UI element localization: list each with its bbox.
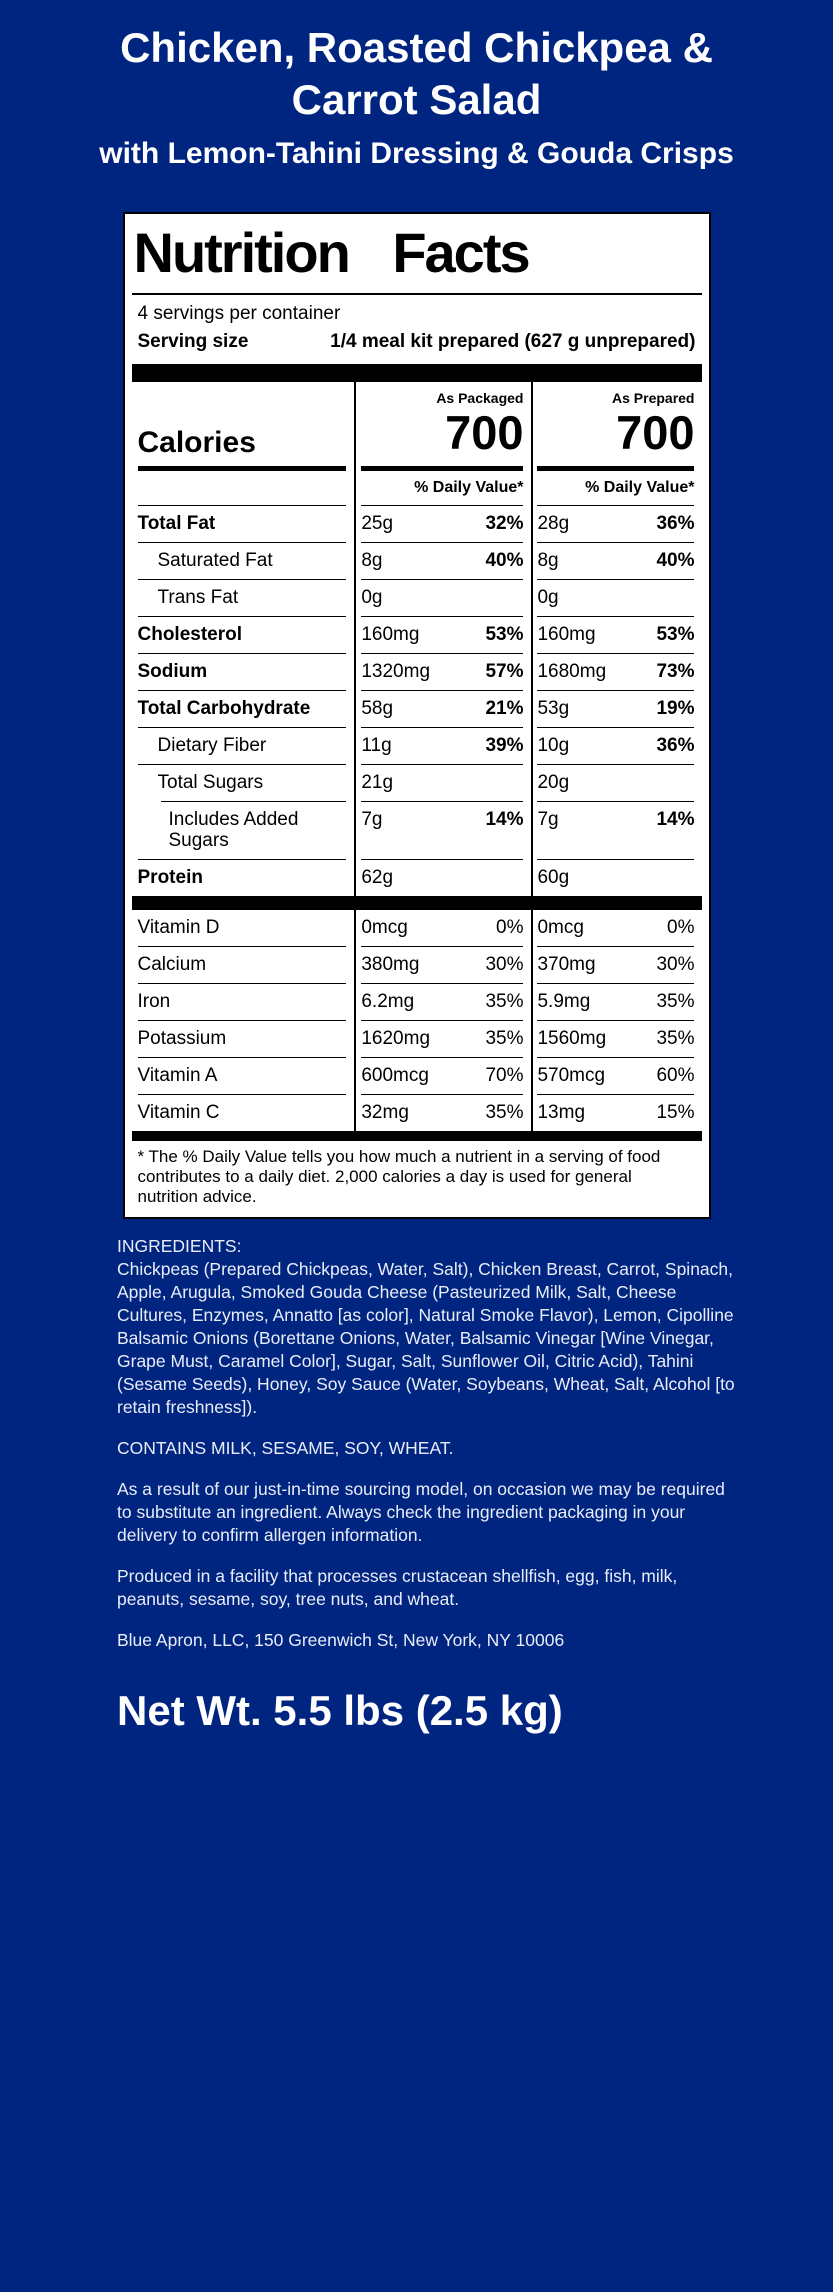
nutrient-name: Saturated Fat <box>157 549 273 571</box>
calories-value-as-prepared: 700 <box>616 405 695 459</box>
amount-prepared: 570mcg <box>537 1064 606 1086</box>
daily-value-prepared: 14% <box>656 808 695 830</box>
ingredients-block <box>117 1235 735 1419</box>
daily-value-packaged: 70% <box>485 1064 524 1086</box>
daily-value-packaged: 53% <box>485 623 524 645</box>
daily-value-prepared: 15% <box>656 1101 695 1123</box>
amount-packaged: 600mcg <box>361 1064 429 1086</box>
amount-packaged: 58g <box>361 697 394 719</box>
manufacturer-address: Blue Apron, LLC, 150 Greenwich St, New York, NY 10006 <box>117 1629 565 1650</box>
amount-prepared: 1680mg <box>537 660 607 682</box>
nutrient-row <box>132 653 702 690</box>
amount-packaged: 0g <box>361 586 383 608</box>
daily-value-prepared: 36% <box>656 734 695 756</box>
contains-statement: CONTAINS MILK, SESAME, SOY, WHEAT. <box>117 1437 454 1458</box>
daily-value-header-as-packaged: % Daily Value* <box>361 466 523 505</box>
amount-prepared: 10g <box>537 734 570 756</box>
calories-row <box>132 406 702 466</box>
daily-value-prepared: 30% <box>656 953 695 975</box>
meal-title-line2: Carrot Salad <box>291 76 542 123</box>
amount-prepared: 8g <box>537 549 559 571</box>
nutrient-row <box>132 505 702 542</box>
amount-packaged: 32mg <box>361 1101 409 1123</box>
nutrient-name: Trans Fat <box>157 586 239 608</box>
amount-packaged: 1620mg <box>361 1027 431 1049</box>
nutrient-name: Total Sugars <box>157 771 264 793</box>
serving-size-value: 1/4 meal kit prepared (627 g unprepared) <box>330 330 696 352</box>
nutrient-row <box>132 542 702 579</box>
column-headers-row <box>132 382 702 406</box>
column-header-as-prepared: As Prepared <box>612 389 695 406</box>
amount-packaged: 6.2mg <box>361 990 415 1012</box>
amount-packaged: 62g <box>361 866 394 888</box>
amount-packaged: 21g <box>361 771 394 793</box>
amount-packaged: 0mcg <box>361 916 408 938</box>
daily-value-packaged: 14% <box>485 808 524 830</box>
daily-value-prepared: 19% <box>656 697 695 719</box>
vitamin-row <box>132 1020 702 1057</box>
nutrient-name: Protein <box>137 866 203 888</box>
daily-value-packaged: 0% <box>496 916 524 938</box>
vitamin-row <box>132 910 702 946</box>
nutrient-rows <box>132 505 702 896</box>
meal-subtitle: with Lemon-Tahini Dressing & Gouda Crisps <box>99 137 734 170</box>
calories-label: Calories <box>137 425 256 459</box>
nutrient-row <box>132 764 702 801</box>
nutrient-name: Total Carbohydrate <box>137 697 311 719</box>
daily-value-header-spacer <box>138 466 347 505</box>
nutrient-row <box>132 727 702 764</box>
substitution-note: As a result of our just-in-time sourcing model, on occasion we may be required to substitute an ingredient. Always check the ingredient packaging in your delivery to confirm allergen information. <box>117 1478 725 1545</box>
vitamin-name: Calcium <box>137 953 207 975</box>
nutrition-facts-title: Nutrition Facts <box>133 221 529 284</box>
nutrient-row <box>132 690 702 727</box>
nutrient-row <box>132 859 702 896</box>
daily-value-packaged: 35% <box>485 1027 524 1049</box>
amount-prepared: 28g <box>537 512 570 534</box>
amount-prepared: 13mg <box>537 1101 586 1123</box>
daily-value-packaged: 39% <box>485 734 524 756</box>
nutrient-name: Sodium <box>137 660 208 682</box>
hero-section <box>0 0 833 172</box>
daily-value-prepared: 0% <box>667 916 695 938</box>
servings-per-container: 4 servings per container <box>137 302 341 324</box>
serving-size-label: Serving size <box>137 330 249 352</box>
daily-value-packaged: 32% <box>485 512 524 534</box>
daily-value-prepared: 35% <box>656 990 695 1012</box>
nutrient-row <box>132 579 702 616</box>
nutrient-name: Dietary Fiber <box>157 734 267 756</box>
vitamin-name: Iron <box>137 990 171 1012</box>
calories-value-as-packaged: 700 <box>445 405 524 459</box>
amount-packaged: 25g <box>361 512 394 534</box>
amount-prepared: 370mg <box>537 953 596 975</box>
daily-value-packaged: 35% <box>485 990 524 1012</box>
daily-value-header-row <box>132 466 702 505</box>
daily-value-prepared: 36% <box>656 512 695 534</box>
amount-packaged: 8g <box>361 549 383 571</box>
amount-prepared: 20g <box>537 771 570 793</box>
column-divider-1 <box>354 382 356 1131</box>
amount-prepared: 53g <box>537 697 570 719</box>
vitamin-name: Vitamin C <box>137 1101 220 1123</box>
column-header-as-packaged: As Packaged <box>436 389 524 406</box>
serving-size-row <box>132 326 702 364</box>
vitamin-name: Vitamin A <box>137 1064 218 1086</box>
amount-prepared: 0mcg <box>537 916 584 938</box>
vitamin-rows <box>132 910 702 1131</box>
meal-title-line1: Chicken, Roasted Chickpea & <box>120 24 713 71</box>
ingredients-list: Chickpeas (Prepared Chickpeas, Water, Salt), Chicken Breast, Carrot, Spinach, Apple, Arugula, Smoked Gouda Cheese (Pasteurized Milk, Salt, Cheese Cultures, Enzymes, Annatto [as color], Natural Smoke Flavor), Lemon, Cipolline Balsamic Onions (Borettane Onions, Water, Balsamic Vinegar [Wine Vinegar, Grape Must, Caramel Color], Sugar, Salt, Sunflower Oil, Citric Acid), Tahini (Sesame Seeds), Honey, Soy Sauce (Water, Soybeans, Wheat, Salt, Alcohol [to retain freshness]). <box>117 1258 735 1417</box>
daily-value-packaged: 30% <box>485 953 524 975</box>
amount-prepared: 0g <box>537 586 559 608</box>
daily-value-prepared: 40% <box>656 549 695 571</box>
nutrient-name: Cholesterol <box>137 623 243 645</box>
daily-value-prepared: 35% <box>656 1027 695 1049</box>
daily-value-prepared: 60% <box>656 1064 695 1086</box>
amount-prepared: 1560mg <box>537 1027 607 1049</box>
daily-value-packaged: 40% <box>485 549 524 571</box>
vitamin-row <box>132 1094 702 1131</box>
thick-bar-bottom <box>132 1131 702 1141</box>
amount-packaged: 160mg <box>361 623 420 645</box>
nutrition-facts-label <box>123 212 711 1219</box>
nutrient-name: Total Fat <box>137 512 216 534</box>
nutrient-row <box>132 616 702 653</box>
amount-packaged: 1320mg <box>361 660 431 682</box>
daily-value-packaged: 21% <box>485 697 524 719</box>
daily-value-prepared: 53% <box>656 623 695 645</box>
daily-value-prepared: 73% <box>656 660 695 682</box>
thick-bar-top <box>132 364 702 382</box>
info-section <box>117 1235 735 1652</box>
ingredients-heading: INGREDIENTS: <box>117 1235 242 1256</box>
daily-value-packaged: 35% <box>485 1101 524 1123</box>
vitamin-row <box>132 983 702 1020</box>
facility-note: Produced in a facility that processes crustacean shellfish, egg, fish, milk, peanuts, sesame, soy, tree nuts, and wheat. <box>117 1565 678 1609</box>
vitamin-name: Vitamin D <box>137 916 220 938</box>
amount-prepared: 7g <box>537 808 559 830</box>
amount-packaged: 7g <box>361 808 383 830</box>
amount-prepared: 5.9mg <box>537 990 591 1012</box>
meal-title <box>0 22 833 126</box>
amount-prepared: 60g <box>537 866 570 888</box>
amount-packaged: 11g <box>361 734 392 756</box>
daily-value-packaged: 57% <box>485 660 524 682</box>
daily-value-header-as-prepared: % Daily Value* <box>537 466 694 505</box>
vitamin-row <box>132 1057 702 1094</box>
nutrient-row <box>132 801 702 859</box>
net-weight: Net Wt. 5.5 lbs (2.5 kg) <box>117 1686 563 1734</box>
vitamin-row <box>132 946 702 983</box>
amount-packaged: 380mg <box>361 953 420 975</box>
vitamin-name: Potassium <box>137 1027 227 1049</box>
thick-bar-middle <box>132 896 702 910</box>
daily-value-footnote: * The % Daily Value tells you how much a nutrient in a serving of food contributes to a daily diet. 2,000 calories a day is used for general nutrition advice. <box>137 1146 661 1206</box>
column-divider-2 <box>531 382 533 1131</box>
nutrient-name: Includes Added Sugars <box>168 808 299 851</box>
amount-prepared: 160mg <box>537 623 596 645</box>
nutrition-table <box>132 382 702 1131</box>
